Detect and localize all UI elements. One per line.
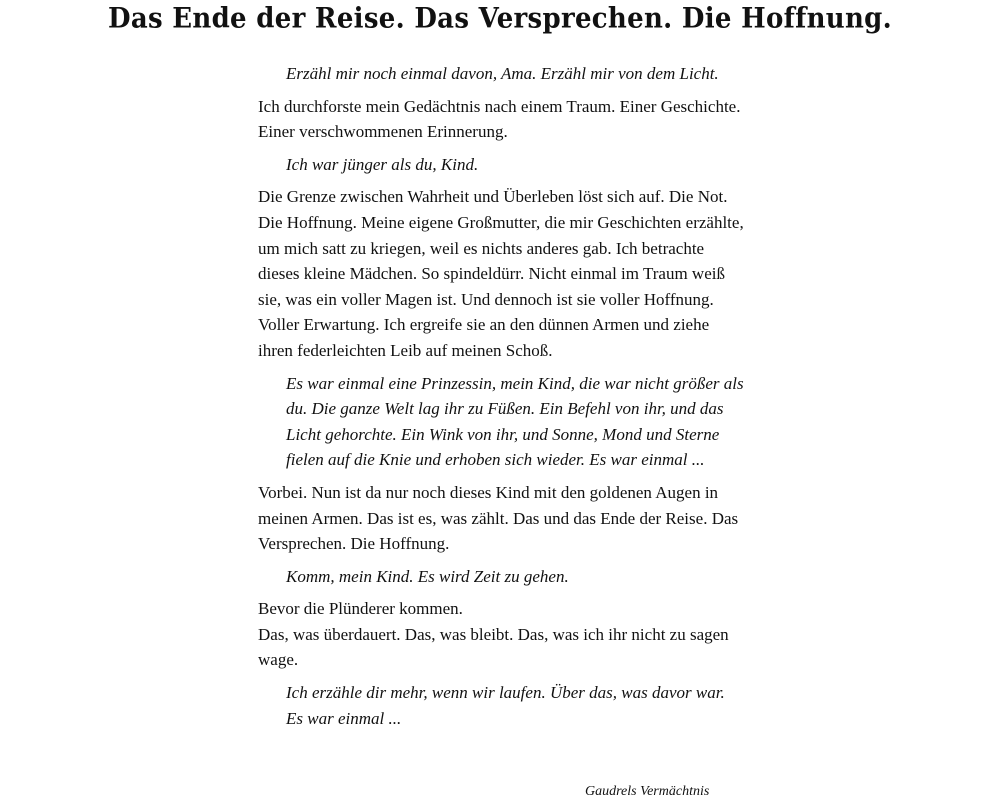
dialogue-line: Komm, mein Kind. Es wird Zeit zu gehen. xyxy=(286,566,569,586)
narration-paragraph: Das, was überdauert. Das, was bleibt. Das, was ich ihr nicht zu sagen wage. xyxy=(258,624,729,670)
narration-paragraph: Bevor die Plünderer kommen. xyxy=(258,599,463,619)
narration-paragraph: Die Grenze zwischen Wahrheit und Überleben löst sich auf. Die Not. Die Hoffnung. Meine eigene Großmutter, die mir Geschichten erzählte, um mich satt zu kriegen, weil es nichts anderes gab. Ich betrachte dieses kleine Mädchen. So spindeldürr. Nicht einmal im Traum weiß sie, was ein voller Magen ist. Und dennoch ist sie voller Hoffnung. Voller Erwartung. Ich ergreife sie an den dünnen Armen und ziehe ihren federleichten Leib auf meinen Schoß. xyxy=(258,187,744,360)
dialogue-line: Erzähl mir noch einmal davon, Ama. Erzähl mir von dem Licht. xyxy=(286,64,719,83)
signature-caption: Gaudrels Vermächtnis xyxy=(585,784,710,799)
narration-paragraph: Ich durchforste mein Gedächtnis nach einem Traum. Einer Geschichte. Einer verschwommenen Erinnerung. xyxy=(258,96,741,142)
narration-paragraph: Vorbei. Nun ist da nur noch dieses Kind mit den goldenen Augen in meinen Armen. Das ist es, was zählt. Das und das Ende der Reise. Das Versprechen. Die Hoffnung. xyxy=(258,482,739,554)
chapter-title: Das Ende der Reise. Das Versprechen. Die Hoffnung. xyxy=(107,2,893,36)
body-text xyxy=(258,60,744,738)
story-block: Es war einmal eine Prinzessin, mein Kind, die war nicht größer als du. Die ganze Welt lag ihr zu Füßen. Ein Befehl von ihr, und das Licht gehorchte. Ein Wink von ihr, und Sonne, Mond und Sterne fielen auf die Knie und erhoben sich wieder. Es war einmal ... xyxy=(286,373,744,470)
story-block: Ich erzähle dir mehr, wenn wir laufen. Über das, was davor war. Es war einmal ... xyxy=(286,683,725,728)
dialogue-line: Ich war jünger als du, Kind. xyxy=(286,154,479,174)
